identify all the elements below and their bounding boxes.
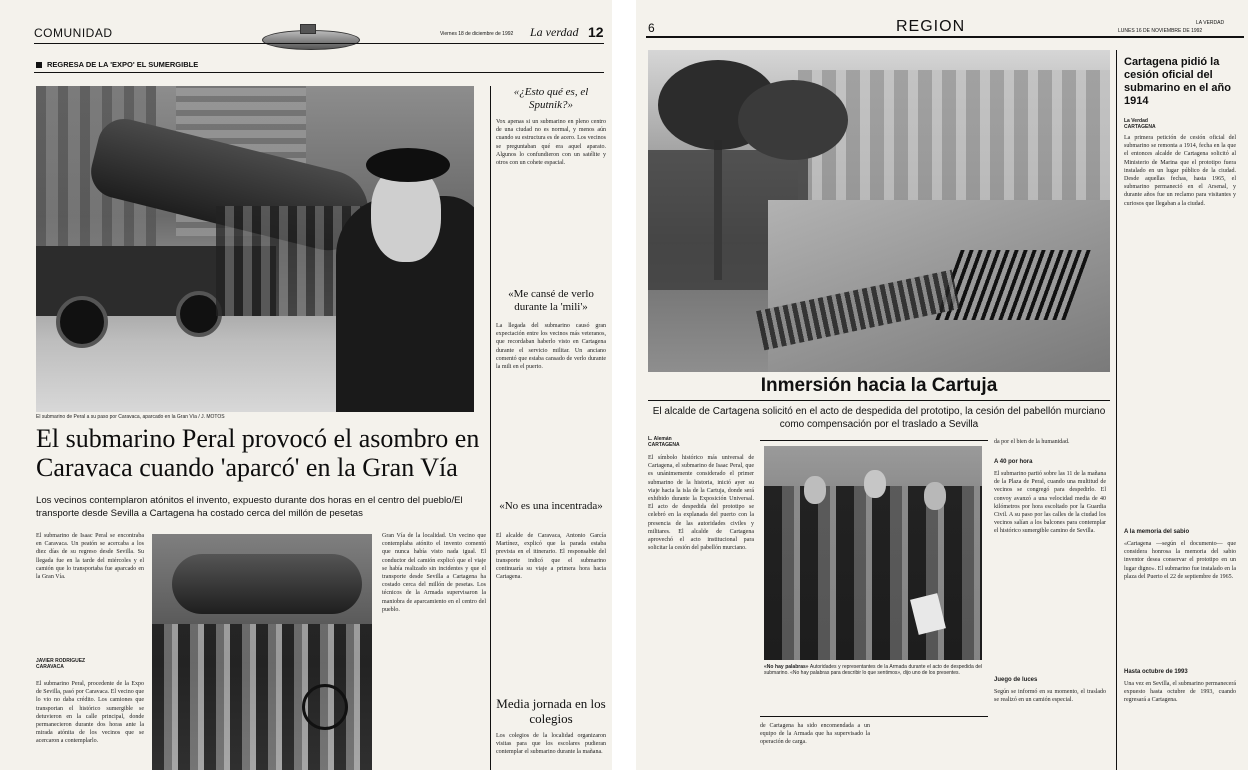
palm-tree — [738, 80, 848, 160]
page-number: 6 — [648, 21, 655, 35]
caption-text: Autoridades y representantes de la Armada durante el acto de despedida del submarino. «No hay palabras para describir lo que sentimos», dijo uno de los presentes. — [764, 664, 982, 676]
officials-photo — [764, 446, 982, 660]
submarine-logo-tower — [300, 24, 316, 34]
date-line: Viernes 18 de diciembre de 1992 — [440, 31, 514, 37]
sidebar-byline-place: CARTAGENA — [1124, 124, 1156, 130]
body-column-b: Gran Vía de la localidad. Un vecino que contemplaba atónito el invento comentó que nunca había visto nada igual. El conductor del camión explicó que el viaje se había realizado sin incidentes y que el transporte desde Sevilla a Cartagena ha costado cerca del millón de pesetas. Los técnicos de la Armada supervisaron la maniobra de aparcamiento en el centro del pueblo. — [382, 533, 486, 613]
date-line: LUNES 16 DE NOVIEMBRE DE 1992 — [1118, 28, 1203, 34]
sidebar-byline — [1124, 118, 1236, 132]
crowd-photo — [152, 534, 372, 770]
sidebar-byline-name: La Verdad — [1124, 118, 1148, 124]
kicker-bullet — [36, 62, 42, 68]
sidebar-body: La primera petición de cesión oficial del submarino se remonta a 1914, fecha en la que el entonces alcalde de Cartagena solicitó al Ministerio de Marina que el prototipo fuera instalado en un lugar público de la ciudad. Desde aquellas fechas, hasta 1965, el submarino permaneció en el Arsenal, y durante años fue un reclamo para visitantes y curiosos que llegaban a la ciudad. — [1124, 135, 1236, 207]
main-photo-submarine-street — [36, 86, 474, 412]
sidebar-headline: Cartagena pidió la cesión oficial del submarino en el año 1914 — [1124, 56, 1231, 107]
header-rule — [646, 36, 1244, 38]
subheadline: Los vecinos contemplaron atónitos el invento, expuesto durante dos horas en el centro del pueblo/El transporte desde Sevilla a Cartagena ha costado cerca del millón de pesetas — [36, 495, 463, 519]
side-column-4: Los colegios de la localidad organizaron visitas para que los escolares pudieran contemplar el submarino durante la mañana. — [496, 733, 606, 756]
bicycle-wheel — [302, 684, 348, 730]
pull-quote-1: «¿Esto qué es, el Sputnik?» — [513, 86, 589, 111]
body-column-c-bottom: Según se informó en su momento, el traslado se realizó en un camión especial. — [994, 689, 1106, 704]
kicker-rule — [34, 72, 604, 73]
marching-soldiers — [935, 250, 1090, 320]
newspaper-name: LA VERDAD — [1196, 20, 1225, 26]
body-column-a: El submarino Peral, procedente de la Expo de Sevilla, pasó por Caravaca. El vecino que lo vio no daba crédito. Los camiones que transportan el histórico sumergible se detuvieron en la calle principal, donde permanecieron durante dos horas ante la mirada atónita de los vecinos que se acercaron a contemplarlo. — [36, 681, 144, 745]
inset-frame-bottom — [760, 716, 988, 717]
page-number: 12 — [588, 24, 604, 40]
kicker: REGRESA DE LA 'EXPO' EL SUMERGIBLE — [47, 60, 199, 69]
byline — [648, 436, 754, 450]
right-newspaper-page — [636, 0, 1248, 770]
body-column-a: El símbolo histórico más universal de Cartagena, el submarino de Isaac Peral, que es unánimemente considerado el primer submarino de la historia, inició ayer su viaje hacia la isla de la Cartuja, donde será exhibido durante la Exposición Universal. El acto de despedida del prototipo se celebró en la explanada del puerto con la presencia de las autoridades civiles y militares. El alcalde de Cartagena aprovechó el acto institucional para solicitar la cesión del pabellón murciano. — [648, 455, 754, 552]
inset-frame — [760, 440, 988, 441]
official-face — [924, 482, 946, 510]
inset-caption — [764, 664, 982, 710]
newspaper-name: La verdad — [530, 25, 579, 39]
beret — [366, 148, 450, 182]
side-column-1: Vox apenas si un submarino en pleno centro de una ciudad no es normal, y menos aún cuando su estructura es de acero. Los vecinos se preguntaban qué era aquel aparato. Algunos lo confundieron con un satélite y otros con un cohete espacial. — [496, 119, 606, 167]
main-photo-caption: El submarino de Peral a su paso por Caravaca, aparcado en la Gran Vía / J. MOTOS — [36, 414, 225, 420]
sidebar-subhead-2: Hasta octubre de 1993 — [1124, 669, 1188, 675]
official-face — [804, 476, 826, 504]
pull-quote-2: «Me cansé de verlo durante la 'mili'» — [508, 288, 594, 313]
body-column-c-top: da por el bien de la humanidad. — [994, 439, 1070, 445]
sidebar-divider — [1116, 50, 1117, 770]
subhead-2: Juego de luces — [994, 677, 1038, 683]
byline-name: JAVIER RODRÍGUEZ — [36, 658, 86, 664]
intro-column: El submarino de Isaac Peral se encontraba en Caravaca. Un peatón se acercaba a los diez días de su regreso desde Sevilla. Su llegada fue en la tarde del miércoles y el camión que lo transportaba fue aparcado en la Gran Vía. — [36, 533, 144, 581]
byline — [36, 658, 144, 674]
headline: El submarino Peral provocó el asombro en Caravaca cuando 'aparcó' en la Gran Vía — [36, 424, 480, 482]
subheadline: El alcalde de Cartagena solicitó en el acto de despedida del prototipo, la cesión del pabellón murciano como compensación por el traslado a Sevilla — [652, 406, 1106, 430]
headline-rule — [648, 400, 1110, 401]
section-label: REGION — [896, 18, 966, 35]
left-newspaper-page — [0, 0, 612, 770]
pull-quote-3: «No es una incentrada» — [499, 500, 603, 512]
truck-wheel — [56, 296, 108, 348]
sidebar-body-3: Una vez en Sevilla, el submarino permanecerá expuesto hasta octubre de 1993, cuando regresará a Cartagena. — [1124, 681, 1236, 704]
sidebar-body-2: «Cartagena —según el documento— que considera honrosa la memoria del sabio inventor desea conservar el prototipo en un lugar digno». El submarino fue instalado en la plaza del Puerto el 22 de septiembre de 1965. — [1124, 541, 1236, 580]
byline-place: CARAVACA — [36, 664, 64, 670]
side-column-2: La llegada del submarino causó gran expectación entre los vecinos más veteranos, que recordaban haberlo visto en Cartagena durante el servicio militar. Un anciano comentó que estaba cansado de verlo durante la mili en el puerto. — [496, 323, 606, 371]
officials-group — [764, 486, 982, 660]
section-label: COMUNIDAD — [34, 26, 113, 40]
column-divider — [490, 86, 491, 770]
byline-name: L. Alemán — [648, 436, 672, 442]
headline: Inmersión hacia la Cartuja — [760, 375, 998, 396]
official-face — [864, 470, 886, 498]
body-column-b: de Cartagena ha sido encomendada a un equipo de la Armada que ha supervisado la operación de carga. — [760, 723, 870, 746]
byline-place: CARTAGENA — [648, 442, 680, 448]
submarine-hull-small — [172, 554, 362, 614]
header-rule — [34, 43, 604, 44]
page-gutter — [612, 0, 636, 770]
sidebar-subhead-1: A la memoria del sabio — [1124, 529, 1190, 535]
body-column-c: El submarino partió sobre las 11 de la mañana de la Plaza de Peral, cuando una multitud de vecinos se congregó para despedirlo. El convoy avanzó a una velocidad media de 40 kilómetros por hora escoltado por la Guardia Civil. A su paso por las calles de la ciudad los vecinos salían a los balcones para contemplar el histórico sumergible camino de Sevilla. — [994, 471, 1106, 535]
parade-photo — [648, 50, 1110, 372]
caption-quote: «No hay palabras» — [764, 664, 809, 670]
buildings-background — [798, 70, 1110, 200]
subhead-1: A 40 por hora — [994, 459, 1033, 465]
pull-quote-4: Media jornada en los colegios — [496, 696, 606, 726]
side-column-3: El alcalde de Caravaca, Antonio García Martínez, explicó que la parada estaba prevista en el itinerario. El responsable del transporte indicó que el submarino continuaría su viaje a primera hora hacia Cartagena. — [496, 533, 606, 581]
